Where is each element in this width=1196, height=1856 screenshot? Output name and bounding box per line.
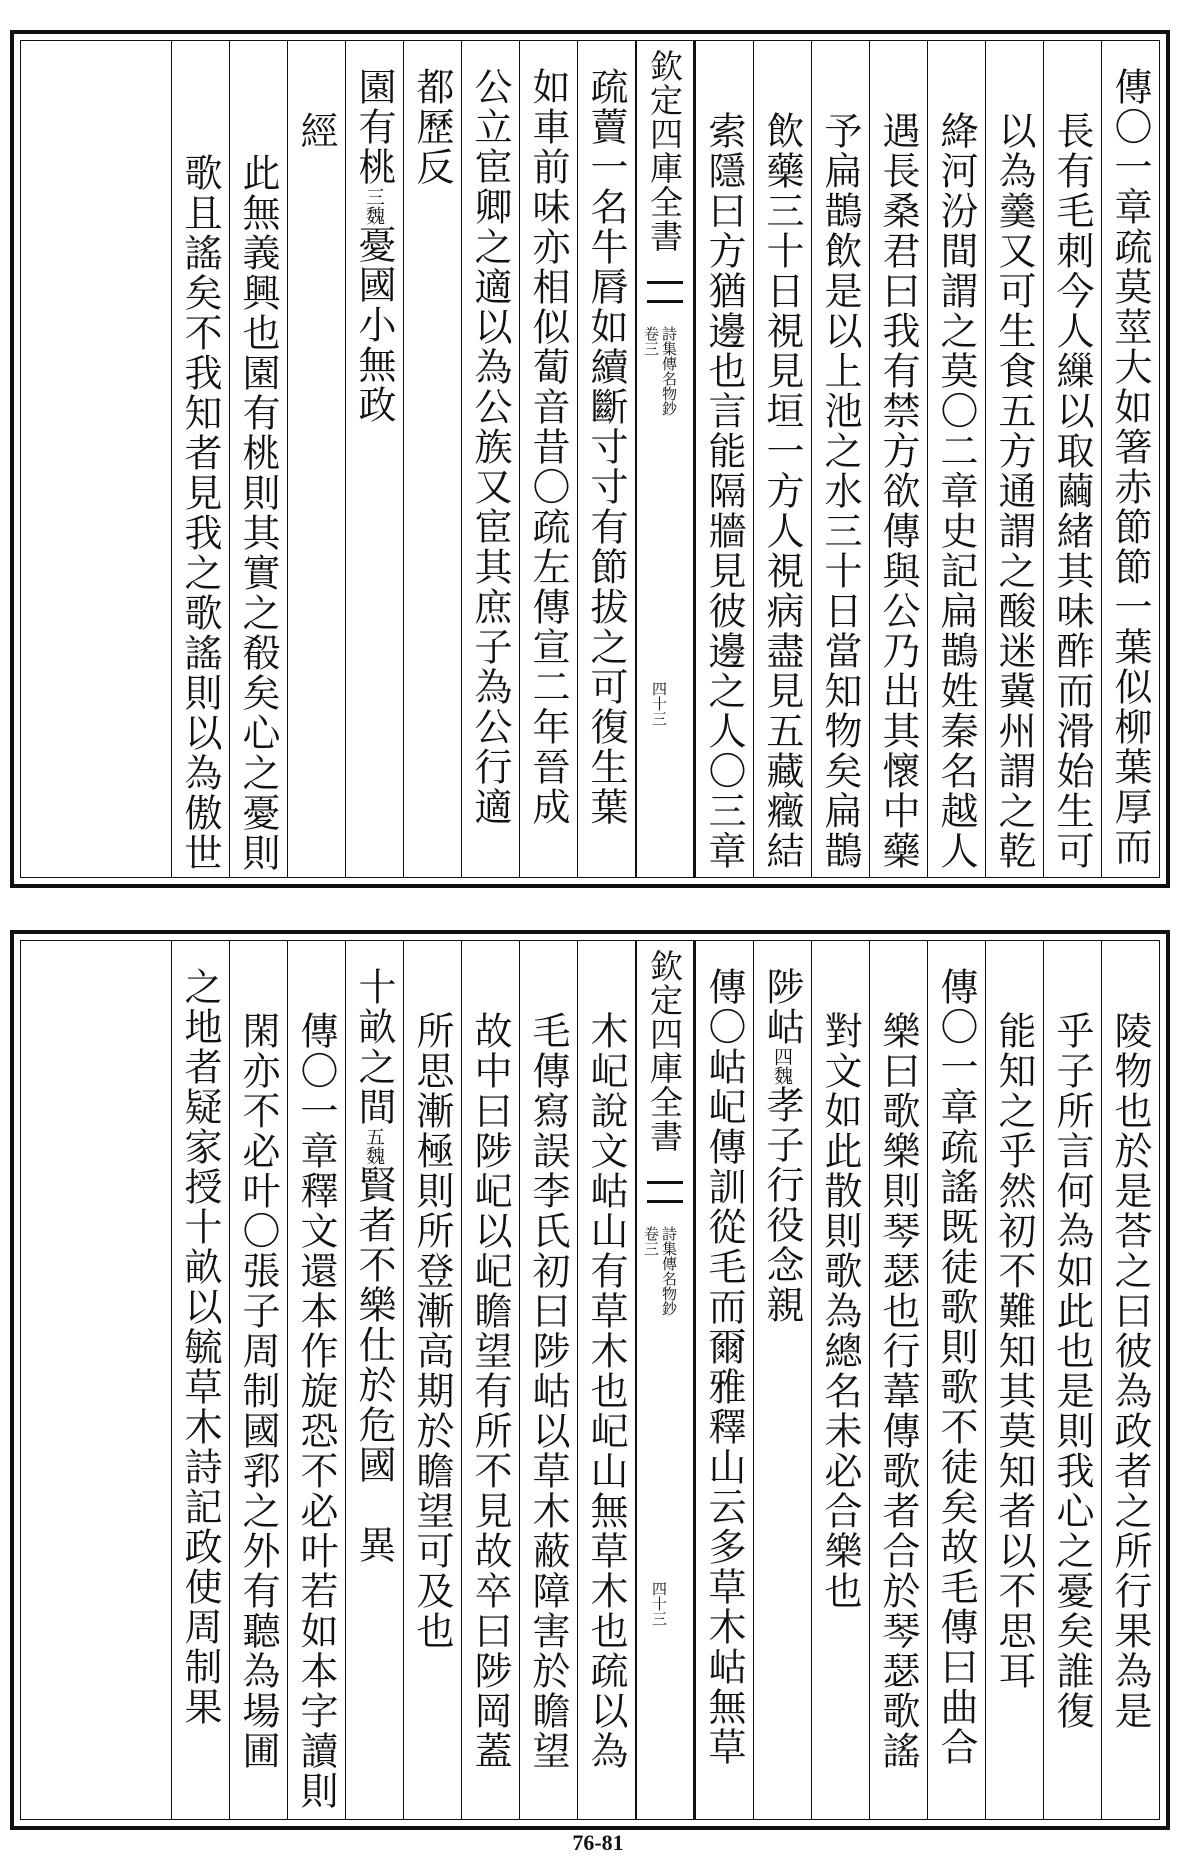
folio-number: 四十三 bbox=[650, 681, 668, 726]
text-column bbox=[1101, 941, 1159, 1819]
column-text: 飲藥三十日視見垣一方人視病盡見五藏癥結 bbox=[760, 111, 804, 871]
column-text: 閑亦不必叶〇張子周制國郛之外有聽為場圃 bbox=[236, 1011, 280, 1771]
text-column bbox=[287, 941, 345, 1819]
column-text: 對文如此散則歌為總名未必合樂也 bbox=[818, 1011, 862, 1611]
text-column bbox=[869, 941, 927, 1819]
text-column bbox=[985, 941, 1043, 1819]
column-text: 予扁鵲飲是以上池之水三十日當知物矣扁鵲 bbox=[818, 111, 862, 871]
column-text: 都歷反 bbox=[410, 67, 454, 187]
column-text: 疏藚一名牛脣如續斷寸寸有節拔之可復生葉 bbox=[584, 67, 628, 827]
column-text: 歌且謠矣不我知者見我之歌謠則以為傲世 bbox=[178, 153, 222, 873]
top-page-frame bbox=[10, 30, 1170, 888]
text-column bbox=[695, 41, 753, 877]
fish-tail-ornament bbox=[647, 1181, 683, 1203]
bottom-page-frame bbox=[10, 930, 1170, 1830]
text-column bbox=[519, 941, 577, 1819]
text-column bbox=[461, 41, 519, 877]
column-text: 能知之乎然初不難知其莫知者以不思耳 bbox=[992, 1011, 1036, 1691]
book-subtitle: 詩集傳名物鈔 bbox=[660, 326, 678, 416]
text-column bbox=[229, 41, 287, 877]
book-subtitle: 詩集傳名物鈔 bbox=[660, 1226, 678, 1316]
folio-number: 四十三 bbox=[650, 1581, 668, 1626]
column-text: 乎子所言何為如此也是則我心之憂矣誰復 bbox=[1050, 1011, 1094, 1731]
text-column bbox=[811, 941, 869, 1819]
column-text: 傳〇一章疏莫莖大如箸赤節節一葉似柳葉厚而 bbox=[1108, 67, 1152, 867]
column-text: 所思漸極則所登漸高期於瞻望可及也 bbox=[410, 1011, 454, 1651]
column-text: 傳〇岵屺傳訓從毛而爾雅釋山云多草木岵無草 bbox=[702, 967, 746, 1767]
text-column bbox=[345, 941, 403, 1819]
juan-number: 卷三 bbox=[642, 326, 660, 356]
column-text: 絳河汾間謂之莫〇二章史記扁鵲姓秦名越人 bbox=[934, 111, 978, 871]
text-column bbox=[577, 41, 635, 877]
poem-title-line: 陟岵四魏孝子行役念親 bbox=[760, 967, 804, 1325]
page-code: 76-81 bbox=[572, 1830, 624, 1855]
column-text: 樂曰歌樂則琴瑟也行葦傳歌者合於琴瑟歌謠 bbox=[876, 1011, 920, 1771]
text-column bbox=[1043, 941, 1101, 1819]
column-text: 傳〇一章疏謠既徒歌則歌不徒矣故毛傳曰曲合 bbox=[934, 967, 978, 1767]
text-column bbox=[927, 941, 985, 1819]
bottom-page-columns bbox=[21, 941, 1159, 1819]
column-text: 之地者疑家授十畝以毓草木詩記政使周制果 bbox=[178, 967, 222, 1727]
text-column bbox=[345, 41, 403, 877]
text-column bbox=[811, 41, 869, 877]
column-text: 毛傳寫誤李氏初曰陟岵以草木蔽障害於瞻望 bbox=[526, 1011, 570, 1771]
poem-title-line: 十畝之間五魏賢者不樂仕於危國 異 bbox=[352, 967, 396, 1565]
bottom-page-inner-border bbox=[20, 940, 1160, 1820]
text-column bbox=[461, 941, 519, 1819]
top-page-columns bbox=[21, 41, 1159, 877]
column-text: 故中曰陟屺以屺瞻望有所不見故卒曰陟岡蓋 bbox=[468, 1011, 512, 1771]
juan-number: 卷三 bbox=[642, 1226, 660, 1256]
text-column bbox=[869, 41, 927, 877]
column-text: 傳〇一章釋文還本作旋恐不必叶若如本字讀則 bbox=[294, 1011, 338, 1811]
column-text: 索隱曰方猶邊也言能隔牆見彼邊之人〇三章 bbox=[702, 111, 746, 871]
text-column bbox=[519, 41, 577, 877]
text-column bbox=[171, 941, 229, 1819]
text-column bbox=[927, 41, 985, 877]
column-text: 如車前味亦相似蔔音昔〇疏左傳宣二年晉成 bbox=[526, 67, 570, 827]
block-center-column bbox=[635, 941, 695, 1819]
block-center-column bbox=[635, 41, 695, 877]
column-text: 以為羹又可生食五方通謂之酸迷冀州謂之乾 bbox=[992, 111, 1036, 871]
text-column bbox=[403, 41, 461, 877]
book-title: 欽定四庫全書 bbox=[645, 949, 684, 1153]
column-text: 遇長桑君曰我有禁方欲傳與公乃出其懷中藥 bbox=[876, 111, 920, 871]
text-column bbox=[985, 41, 1043, 877]
text-column bbox=[229, 941, 287, 1819]
text-column bbox=[577, 941, 635, 1819]
column-text: 木屺說文岵山有草木也屺山無草木也疏以為 bbox=[584, 1011, 628, 1771]
text-column bbox=[753, 41, 811, 877]
poem-title-line: 園有桃三魏憂國小無政 bbox=[352, 67, 396, 425]
fish-tail-ornament bbox=[647, 281, 683, 303]
column-text: 經 bbox=[294, 111, 338, 151]
text-column bbox=[1101, 41, 1159, 877]
book-title: 欽定四庫全書 bbox=[645, 49, 684, 253]
column-text: 長有毛刺今人繅以取繭緒其味酢而滑始生可 bbox=[1050, 111, 1094, 871]
text-column bbox=[403, 941, 461, 1819]
top-page-inner-border bbox=[20, 40, 1160, 878]
column-text: 陵物也於是荅之曰彼為政者之所行果為是 bbox=[1108, 1011, 1152, 1731]
text-column bbox=[695, 941, 753, 1819]
text-column bbox=[1043, 41, 1101, 877]
column-text: 此無義興也園有桃則其實之殽矣心之憂則 bbox=[236, 153, 280, 873]
text-column bbox=[287, 41, 345, 877]
column-text: 公立宦卿之適以為公族又宦其庶子為公行適 bbox=[468, 67, 512, 827]
text-column bbox=[753, 941, 811, 1819]
text-column bbox=[171, 41, 229, 877]
